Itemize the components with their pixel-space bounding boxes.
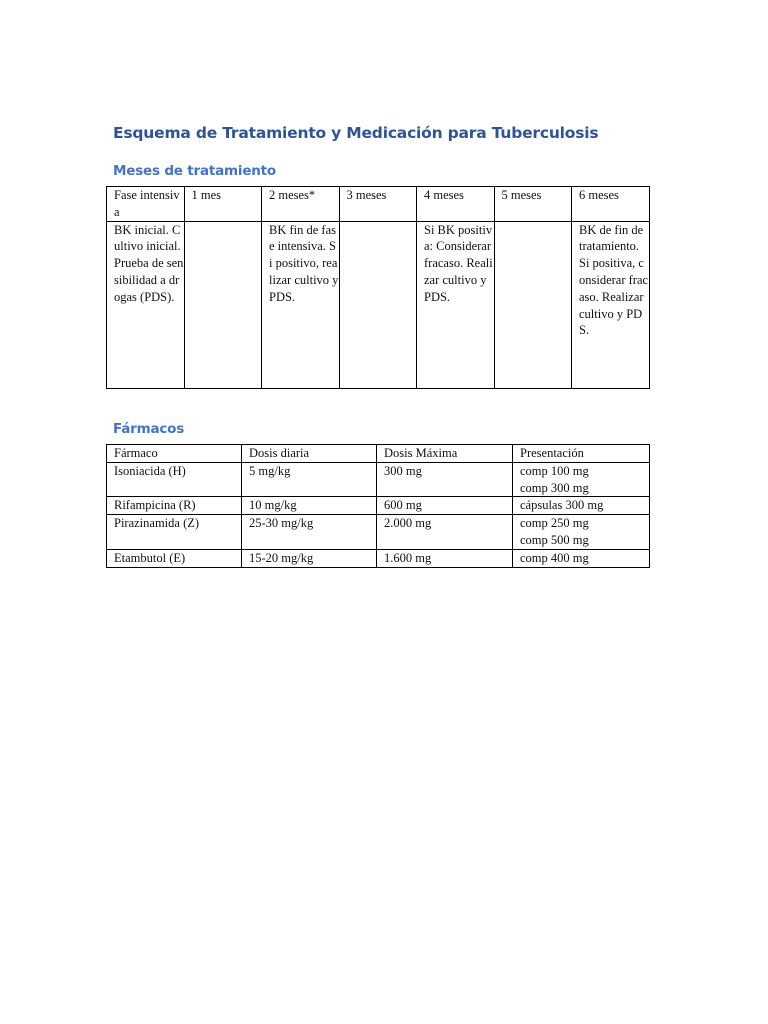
cell-farmaco: Etambutol (E) xyxy=(107,549,242,567)
section-heading-meses: Meses de tratamiento xyxy=(113,163,277,179)
header-cell-mes-5: 5 meses xyxy=(494,187,572,222)
drugs-table xyxy=(106,444,650,568)
cell-mes-2: BK fin de fase intensiva. Si positivo, realizar cultivo y PDS. xyxy=(262,221,340,388)
cell-presentacion: comp 250 mg comp 500 mg xyxy=(513,515,650,550)
cell-dosis-diaria: 25-30 mg/kg xyxy=(242,515,377,550)
header-cell-mes-4: 4 meses xyxy=(417,187,495,222)
header-cell-farmaco: Fármaco xyxy=(107,445,242,463)
cell-mes-4: Si BK positiva: Considerar fracaso. Realizar cultivo y PDS. xyxy=(417,221,495,388)
table-row xyxy=(107,497,650,515)
cell-farmaco: Isoniacida (H) xyxy=(107,462,242,497)
header-cell-dosis-maxima: Dosis Máxima xyxy=(377,445,513,463)
cell-dosis-maxima: 600 mg xyxy=(377,497,513,515)
section-heading-farmacos: Fármacos xyxy=(113,421,185,437)
header-cell-mes-1: 1 mes xyxy=(184,187,262,222)
cell-dosis-diaria: 15-20 mg/kg xyxy=(242,549,377,567)
cell-presentacion: cápsulas 300 mg xyxy=(513,497,650,515)
cell-mes-1 xyxy=(184,221,262,388)
header-cell-mes-6: 6 meses xyxy=(572,187,650,222)
cell-dosis-maxima: 300 mg xyxy=(377,462,513,497)
cell-presentacion: comp 100 mg comp 300 mg xyxy=(513,462,650,497)
cell-dosis-diaria: 5 mg/kg xyxy=(242,462,377,497)
header-cell-mes-3: 3 meses xyxy=(339,187,417,222)
table-row xyxy=(107,221,650,388)
cell-dosis-maxima: 1.600 mg xyxy=(377,549,513,567)
cell-farmaco: Pirazinamida (Z) xyxy=(107,515,242,550)
table-header-row xyxy=(107,445,650,463)
header-cell-fase-intensiva: Fase intensiva xyxy=(107,187,185,222)
treatment-months-table xyxy=(106,186,650,389)
table-row xyxy=(107,462,650,497)
table-row xyxy=(107,549,650,567)
cell-presentacion: comp 400 mg xyxy=(513,549,650,567)
cell-mes-3 xyxy=(339,221,417,388)
header-cell-presentacion: Presentación xyxy=(513,445,650,463)
table-row xyxy=(107,515,650,550)
cell-mes-5 xyxy=(494,221,572,388)
cell-mes-6: BK de fin de tratamiento. Si positiva, considerar fracaso. Realizar cultivo y PDS. xyxy=(572,221,650,388)
cell-dosis-maxima: 2.000 mg xyxy=(377,515,513,550)
header-cell-mes-2: 2 meses* xyxy=(262,187,340,222)
cell-dosis-diaria: 10 mg/kg xyxy=(242,497,377,515)
table-header-row xyxy=(107,187,650,222)
header-cell-dosis-diaria: Dosis diaria xyxy=(242,445,377,463)
cell-fase-intensiva: BK inicial. Cultivo inicial. Prueba de sensibilidad a drogas (PDS). xyxy=(107,221,185,388)
document-title: Esquema de Tratamiento y Medicación para Tuberculosis xyxy=(113,124,599,142)
cell-farmaco: Rifampicina (R) xyxy=(107,497,242,515)
